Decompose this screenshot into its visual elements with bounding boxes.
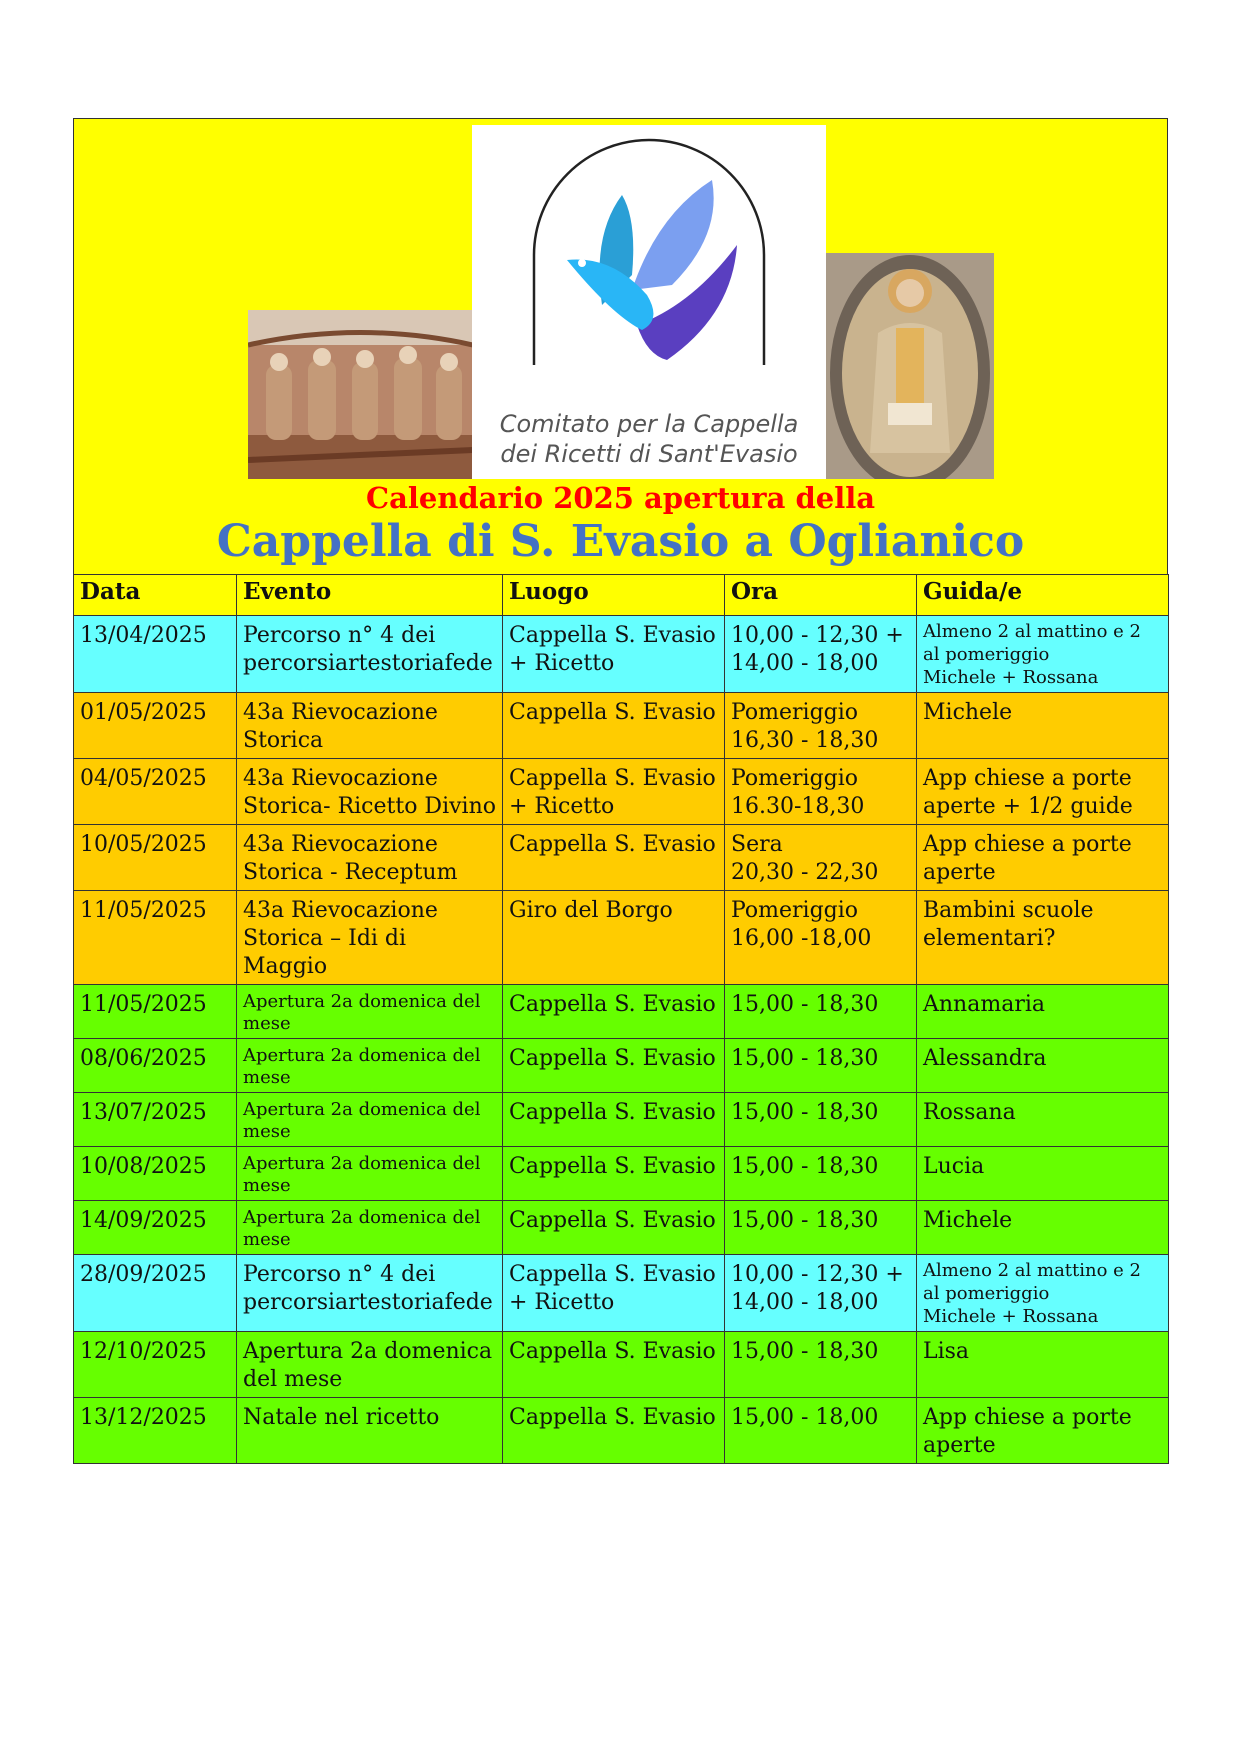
cell-luogo: Cappella S. Evasio <box>503 1332 725 1398</box>
fresco-photo-left <box>248 310 473 479</box>
table-row <box>74 985 1169 1039</box>
cell-evento: 43a Rievocazione Storica – Idi di Maggio <box>237 891 503 985</box>
cell-guida: Annamaria <box>917 985 1169 1039</box>
cell-data: 13/07/2025 <box>74 1093 237 1147</box>
table-row <box>74 891 1169 985</box>
cell-ora: 15,00 - 18,30 <box>725 1201 917 1255</box>
table-row <box>74 1398 1169 1464</box>
committee-logo <box>472 125 826 479</box>
column-header-data: Data <box>74 575 237 616</box>
cell-evento: 43a Rievocazione Storica - Receptum <box>237 825 503 891</box>
cell-luogo: Cappella S. Evasio <box>503 1093 725 1147</box>
cell-evento: Apertura 2a domenica del mese <box>237 1093 503 1147</box>
cell-luogo: Cappella S. Evasio <box>503 1039 725 1093</box>
cell-guida: Almeno 2 al mattino e 2 al pomeriggio Michele + Rossana <box>917 1255 1169 1332</box>
cell-guida: Lucia <box>917 1147 1169 1201</box>
cell-guida: App chiese a porte aperte <box>917 825 1169 891</box>
cell-data: 08/06/2025 <box>74 1039 237 1093</box>
cell-ora: 15,00 - 18,30 <box>725 1093 917 1147</box>
cell-ora: 15,00 - 18,30 <box>725 985 917 1039</box>
cell-luogo: Cappella S. Evasio <box>503 1147 725 1201</box>
column-header-guida: Guida/e <box>917 575 1169 616</box>
cell-luogo: Cappella S. Evasio + Ricetto <box>503 759 725 825</box>
cell-luogo: Cappella S. Evasio <box>503 693 725 759</box>
cell-data: 04/05/2025 <box>74 759 237 825</box>
fresco-photo-right <box>826 253 994 479</box>
cell-guida: Michele <box>917 1201 1169 1255</box>
cell-ora: 15,00 - 18,00 <box>725 1398 917 1464</box>
cell-guida: App chiese a porte aperte + 1/2 guide <box>917 759 1169 825</box>
cell-evento: 43a Rievocazione Storica- Ricetto Divino <box>237 759 503 825</box>
logo-caption-line1: Comitato per la Cappella <box>499 410 799 438</box>
title-cappella: Cappella di S. Evasio a Oglianico <box>216 516 1025 567</box>
cell-luogo: Giro del Borgo <box>503 891 725 985</box>
title-calendario: Calendario 2025 apertura della <box>365 481 876 515</box>
cell-luogo: Cappella S. Evasio + Ricetto <box>503 1255 725 1332</box>
cell-ora: Pomeriggio 16,00 -18,00 <box>725 891 917 985</box>
cell-luogo: Cappella S. Evasio <box>503 1201 725 1255</box>
calendar-sheet <box>73 118 1168 1464</box>
cell-ora: 15,00 - 18,30 <box>725 1332 917 1398</box>
cell-data: 28/09/2025 <box>74 1255 237 1332</box>
table-row <box>74 1201 1169 1255</box>
cell-guida: Alessandra <box>917 1039 1169 1093</box>
table-row <box>74 693 1169 759</box>
column-header-evento: Evento <box>237 575 503 616</box>
cell-evento: Percorso n° 4 dei percorsiartestoriafede <box>237 1255 503 1332</box>
cell-data: 10/05/2025 <box>74 825 237 891</box>
cell-evento: Percorso n° 4 dei percorsiartestoriafede <box>237 616 503 693</box>
cell-ora: Pomeriggio 16.30-18,30 <box>725 759 917 825</box>
cell-evento: 43a Rievocazione Storica <box>237 693 503 759</box>
cell-data: 01/05/2025 <box>74 693 237 759</box>
cell-luogo: Cappella S. Evasio + Ricetto <box>503 616 725 693</box>
cell-data: 11/05/2025 <box>74 891 237 985</box>
table-row <box>74 1093 1169 1147</box>
cell-ora: Pomeriggio 16,30 - 18,30 <box>725 693 917 759</box>
column-header-luogo: Luogo <box>503 575 725 616</box>
cell-guida: Lisa <box>917 1332 1169 1398</box>
cell-evento: Apertura 2a domenica del mese <box>237 1039 503 1093</box>
table-header-row <box>74 575 1169 616</box>
cell-guida: App chiese a porte aperte <box>917 1398 1169 1464</box>
table-row <box>74 825 1169 891</box>
cell-evento: Natale nel ricetto <box>237 1398 503 1464</box>
cell-luogo: Cappella S. Evasio <box>503 985 725 1039</box>
cell-luogo: Cappella S. Evasio <box>503 1398 725 1464</box>
cell-guida: Almeno 2 al mattino e 2 al pomeriggio Michele + Rossana <box>917 616 1169 693</box>
cell-guida: Rossana <box>917 1093 1169 1147</box>
cell-evento: Apertura 2a domenica del mese <box>237 985 503 1039</box>
table-row <box>74 759 1169 825</box>
cell-evento: Apertura 2a domenica del mese <box>237 1332 503 1398</box>
table-row <box>74 1039 1169 1093</box>
cell-data: 11/05/2025 <box>74 985 237 1039</box>
cell-ora: 10,00 - 12,30 + 14,00 - 18,00 <box>725 1255 917 1332</box>
cell-ora: Sera 20,30 - 22,30 <box>725 825 917 891</box>
cell-data: 10/08/2025 <box>74 1147 237 1201</box>
cell-ora: 10,00 - 12,30 + 14,00 - 18,00 <box>725 616 917 693</box>
table-row <box>74 1332 1169 1398</box>
table-row <box>74 1255 1169 1332</box>
table-row <box>74 1147 1169 1201</box>
cell-data: 12/10/2025 <box>74 1332 237 1398</box>
cell-ora: 15,00 - 18,30 <box>725 1147 917 1201</box>
cell-data: 14/09/2025 <box>74 1201 237 1255</box>
cell-luogo: Cappella S. Evasio <box>503 825 725 891</box>
cell-guida: Bambini scuole elementari? <box>917 891 1169 985</box>
column-header-ora: Ora <box>725 575 917 616</box>
cell-ora: 15,00 - 18,30 <box>725 1039 917 1093</box>
cell-guida: Michele <box>917 693 1169 759</box>
calendar-table <box>73 574 1169 1464</box>
cell-evento: Apertura 2a domenica del mese <box>237 1201 503 1255</box>
header-banner <box>73 118 1168 574</box>
logo-caption-line2: dei Ricetti di Sant'Evasio <box>500 440 798 468</box>
cell-evento: Apertura 2a domenica del mese <box>237 1147 503 1201</box>
table-row <box>74 616 1169 693</box>
cell-data: 13/04/2025 <box>74 616 237 693</box>
cell-data: 13/12/2025 <box>74 1398 237 1464</box>
